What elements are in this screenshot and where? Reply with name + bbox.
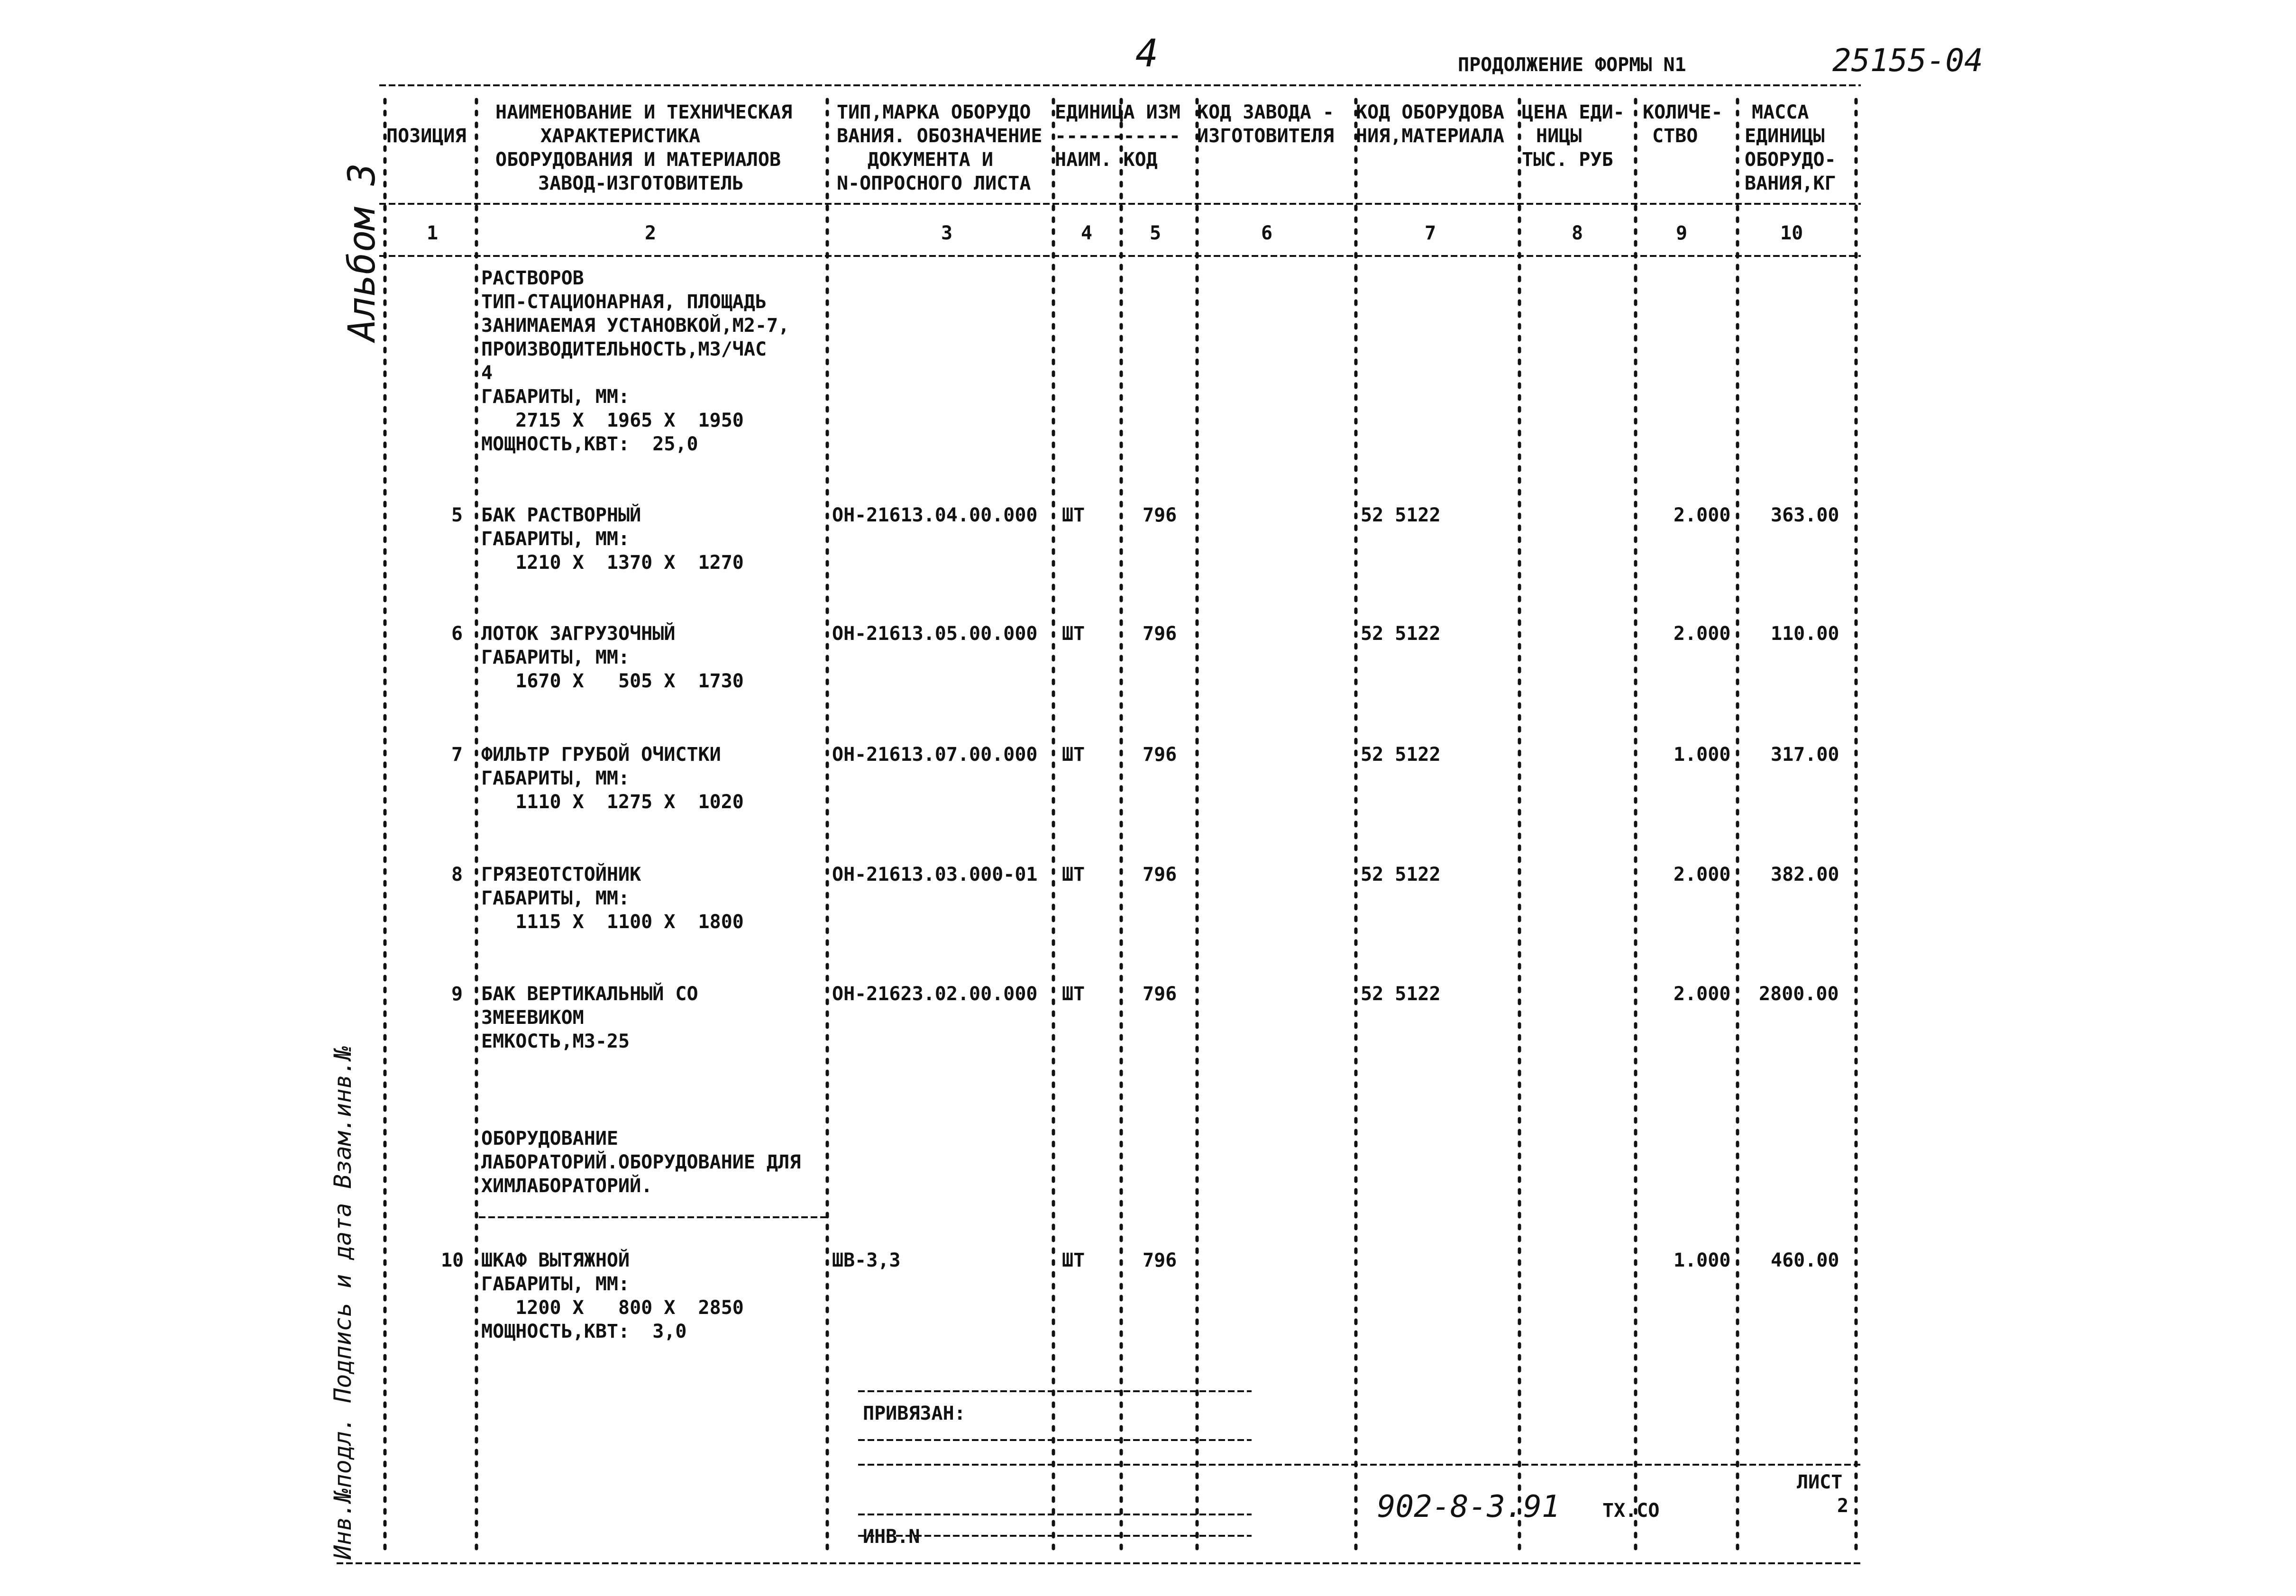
header-mass-1: МАССА [1752, 101, 1809, 123]
item-unit: ШТ [1062, 864, 1085, 885]
item-description-line: ЗМЕЕВИКОМ [481, 1007, 584, 1029]
item-mass: 382.00 [1771, 864, 1839, 885]
item-description-line: 1110 Х 1275 Х 1020 [481, 791, 744, 813]
item-description-line: 1210 Х 1370 Х 1270 [481, 552, 744, 574]
col-number: 4 [1081, 222, 1093, 244]
item-unit-code: 796 [1143, 744, 1177, 766]
item-mass: 110.00 [1771, 623, 1839, 645]
item-description-line: ГАБАРИТЫ, ММ: [481, 887, 630, 909]
sheet-number: 2 [1837, 1495, 1849, 1517]
item-description-line: БАК ВЕРТИКАЛЬНЫЙ СО [481, 983, 698, 1005]
header-type-3: ДОКУМЕНТА И [868, 149, 993, 171]
header-equip-2: НИЯ,МАТЕРИАЛА [1356, 125, 1505, 147]
header-name-4: ЗАВОД-ИЗГОТОВИТЕЛЬ [538, 173, 744, 194]
header-unit-2: ----------- [1055, 125, 1180, 147]
header-type-4: N-ОПРОСНОГО ЛИСТА [837, 173, 1031, 194]
table-row [481, 267, 789, 455]
item-description-line: ГАБАРИТЫ, ММ: [481, 528, 630, 550]
item-description-line: ГАБАРИТЫ, ММ: [481, 767, 630, 789]
item-description-line: 1200 Х 800 Х 2850 [481, 1297, 744, 1319]
item-position: 5 [451, 504, 463, 526]
form-continuation-label: ПРОДОЛЖЕНИЕ ФОРМЫ N1 [1458, 54, 1686, 76]
item-unit: ШТ [1062, 504, 1085, 526]
col-number: 10 [1780, 222, 1803, 244]
item-description-line: ЕМКОСТЬ,М3-25 [481, 1031, 630, 1052]
header-type-2: ВАНИЯ. ОБОЗНАЧЕНИЕ [837, 125, 1043, 147]
item-position: 7 [451, 744, 463, 766]
header-equip-1: КОД ОБОРУДОВА [1356, 101, 1505, 123]
header-qty-1: КОЛИЧЕ- [1643, 101, 1723, 123]
header-mass-3: ОБОРУДО- [1745, 149, 1836, 171]
col-number: 5 [1150, 222, 1162, 244]
item-description-line: ГАБАРИТЫ, ММ: [481, 1273, 630, 1295]
project-number: 902-8-3.91 [1377, 1489, 1560, 1524]
sheet-label: ЛИСТ [1797, 1471, 1843, 1493]
item-description-line: МОЩНОСТЬ,КВТ: 3,0 [481, 1321, 687, 1342]
section-heading-line: ЛАБОРАТОРИЙ.ОБОРУДОВАНИЕ ДЛЯ [481, 1151, 801, 1173]
header-price-3: ТЫС. РУБ [1522, 149, 1613, 171]
header-name-1: НАИМЕНОВАНИЕ И ТЕХНИЧЕСКАЯ [495, 101, 793, 123]
table-row [451, 622, 1839, 692]
item-description-line: ЛОТОК ЗАГРУЗОЧНЫЙ [481, 623, 676, 645]
item-document: ОН-21613.07.00.000 [832, 744, 1038, 766]
tied-label: ПРИВЯЗАН: [863, 1403, 966, 1424]
item-mass: 2800.00 [1759, 983, 1839, 1005]
item-description-line: ШКАФ ВЫТЯЖНОЙ [481, 1249, 630, 1271]
page-number: 4 [1135, 31, 1159, 75]
item-description-line: РАСТВОРОВ [481, 267, 584, 289]
col-number: 9 [1676, 222, 1688, 244]
table-row [451, 743, 1839, 813]
item-unit-code: 796 [1143, 504, 1177, 526]
item-position: 6 [451, 623, 463, 645]
item-description-line: 4 [481, 362, 493, 384]
table-row [451, 503, 1839, 574]
item-unit: ШТ [1062, 623, 1085, 645]
inventory-label: ИНВ.N [863, 1526, 920, 1548]
item-unit: ШТ [1062, 983, 1085, 1005]
item-unit: ШТ [1062, 1249, 1085, 1271]
item-document: ШВ-3,3 [832, 1249, 901, 1271]
header-factory-2: ИЗГОТОВИТЕЛЯ [1197, 125, 1334, 147]
item-position: 10 [441, 1249, 464, 1271]
col-number: 8 [1572, 222, 1583, 244]
item-equipment-code: 52 5122 [1361, 744, 1441, 766]
document-code: 25155-04 [1832, 42, 1983, 79]
header-unit-1: ЕДИНИЦА ИЗМ [1055, 101, 1180, 123]
item-equipment-code: 52 5122 [1361, 623, 1441, 645]
item-description-line: 1115 Х 1100 Х 1800 [481, 911, 744, 933]
item-quantity: 2.000 [1674, 864, 1731, 885]
header-qty-2: СТВО [1652, 125, 1698, 147]
document-mark: ТХ.СО [1602, 1500, 1660, 1522]
table-header [386, 101, 1836, 194]
item-mass: 363.00 [1771, 504, 1839, 526]
header-mass-2: ЕДИНИЦЫ [1745, 125, 1825, 147]
item-document: ОН-21613.05.00.000 [832, 623, 1038, 645]
item-equipment-code: 52 5122 [1361, 504, 1441, 526]
item-description-line: ГАБАРИТЫ, ММ: [481, 386, 630, 408]
item-description-line: ФИЛЬТР ГРУБОЙ ОЧИСТКИ [481, 744, 721, 766]
item-description-line: МОЩНОСТЬ,КВТ: 25,0 [481, 433, 698, 455]
item-quantity: 1.000 [1674, 744, 1731, 766]
title-block [858, 1391, 1861, 1548]
table-row [451, 982, 1839, 1052]
header-type-1: ТИП,МАРКА ОБОРУДО [837, 101, 1031, 123]
item-quantity: 1.000 [1674, 1249, 1731, 1271]
col-number: 6 [1261, 222, 1273, 244]
item-description-line: БАК РАСТВОРНЫЙ [481, 504, 641, 526]
section-heading-line: ОБОРУДОВАНИЕ [481, 1128, 618, 1149]
item-unit: ШТ [1062, 744, 1085, 766]
item-unit-code: 796 [1143, 983, 1177, 1005]
col-number: 3 [941, 222, 953, 244]
item-document: ОН-21623.02.00.000 [832, 983, 1038, 1005]
item-document: ОН-21613.03.000-01 [832, 864, 1038, 885]
item-quantity: 2.000 [1674, 983, 1731, 1005]
item-position: 8 [451, 864, 463, 885]
item-quantity: 2.000 [1674, 504, 1731, 526]
item-description-line: 2715 Х 1965 Х 1950 [481, 410, 744, 431]
header-position: ПОЗИЦИЯ [386, 125, 467, 147]
item-mass: 317.00 [1771, 744, 1839, 766]
item-equipment-code: 52 5122 [1361, 864, 1441, 885]
album-label: Альбом 3 [341, 163, 384, 341]
section-heading-line: ХИМЛАБОРАТОРИЙ. [481, 1175, 653, 1197]
item-document: ОН-21613.04.00.000 [832, 504, 1038, 526]
header-name-3: ОБОРУДОВАНИЯ И МАТЕРИАЛОВ [495, 149, 781, 171]
item-unit-code: 796 [1143, 1249, 1177, 1271]
col-number: 7 [1425, 222, 1436, 244]
table-row [441, 1249, 1839, 1342]
header-price-2: НИЦЫ [1536, 125, 1582, 147]
header-price-1: ЦЕНА ЕДИ- [1522, 101, 1625, 123]
col-number: 1 [427, 222, 439, 244]
item-description-line: 1670 Х 505 Х 1730 [481, 670, 744, 692]
item-description-line: ЗАНИМАЕМАЯ УСТАНОВКОЙ,М2-7, [481, 315, 790, 337]
item-position: 9 [451, 983, 463, 1005]
item-unit-code: 796 [1143, 864, 1177, 885]
item-mass: 460.00 [1771, 1249, 1839, 1271]
header-factory-1: КОД ЗАВОДА - [1197, 101, 1334, 123]
item-equipment-code: 52 5122 [1361, 983, 1441, 1005]
table-row [481, 1128, 801, 1197]
item-description-line: ТИП-СТАЦИОНАРНАЯ, ПЛОЩАДЬ [481, 291, 767, 313]
column-numbers [427, 222, 1803, 244]
header-name-2: ХАРАКТЕРИСТИКА [540, 125, 701, 147]
table-row [451, 863, 1839, 933]
item-quantity: 2.000 [1674, 623, 1731, 645]
item-description-line: ПРОИЗВОДИТЕЛЬНОСТЬ,М3/ЧАС [481, 338, 767, 360]
item-description-line: ГРЯЗЕОТСТОЙНИК [481, 864, 641, 885]
approval-stamp: Инв.№подл. Подпись и дата Взам.инв.№ [329, 1046, 357, 1560]
item-unit-code: 796 [1143, 623, 1177, 645]
header-mass-4: ВАНИЯ,КГ [1745, 173, 1836, 194]
header-unit-3: НАИМ. КОД [1055, 149, 1158, 171]
item-description-line: ГАБАРИТЫ, ММ: [481, 647, 630, 668]
col-number: 2 [645, 222, 657, 244]
